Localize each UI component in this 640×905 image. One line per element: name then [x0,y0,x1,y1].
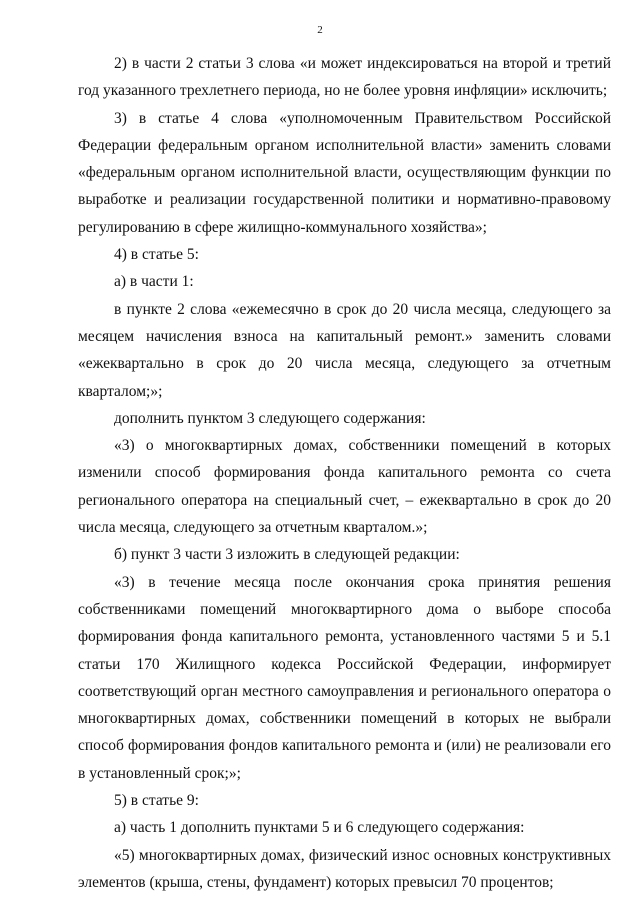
paragraph: б) пункт 3 части 3 изложить в следующей редакции: [114,546,460,564]
paragraph: «3) о многоквартирных домах, собственники помещений в которых изменили способ формирования фонда капитального ремонта со счета регионального оператора на специальный счет, – ежеквартально в срок до 20 числа месяца, следующего за отчетным кварталом.»; [78,437,611,537]
paragraph: «5) многоквартирных домах, физический износ основных конструктивных элементов (крыша, стены, фундамент) которых превысил 70 процентов; [78,846,611,891]
paragraph: дополнить пунктом 3 следующего содержания: [114,409,426,427]
paragraph: 2) в части 2 статьи 3 слова «и может индексироваться на второй и третий год указанного трехлетнего периода, но не более уровня инфляции» исключить; [78,55,611,100]
paragraph: а) часть 1 дополнить пунктами 5 и 6 следующего содержания: [114,819,525,837]
paragraph: 3) в статье 4 слова «уполномоченным Правительством Российской Федерации федеральным органом исполнительной власти» заменить словами «федеральным органом исполнительной власти, осуществляющим функции по выработке и реализации государственной политики и нормативно-правовому регулированию в сфере жилищно-коммунального хозяйства»; [78,109,611,236]
document-body [78,50,611,896]
paragraph: а) в части 1: [114,273,194,291]
paragraph: «3) в течение месяца после окончания срока принятия решения собственниками помещений многоквартирного дома о выборе способа формирования фонда капитального ремонта, установленного частями 5 и 5.1 статьи 170 Жилищного кодекса Российской Федерации, информирует соответствующий орган местного самоуправления и регионального оператора о многоквартирных домах, собственники помещений в которых не выбрали способ формирования фондов капитального ремонта и (или) не реализовали его в установленный срок;»; [78,573,611,782]
paragraph: 4) в статье 5: [114,246,199,264]
page-number: 2 [317,24,323,36]
paragraph: в пункте 2 слова «ежемесячно в срок до 20 числа месяца, следующего за месяцем начисления взноса на капитальный ремонт.» заменить словами «ежеквартально в срок до 20 числа месяца, следующего за отчетным кварталом;»; [78,300,611,400]
paragraph: 5) в статье 9: [114,792,199,810]
